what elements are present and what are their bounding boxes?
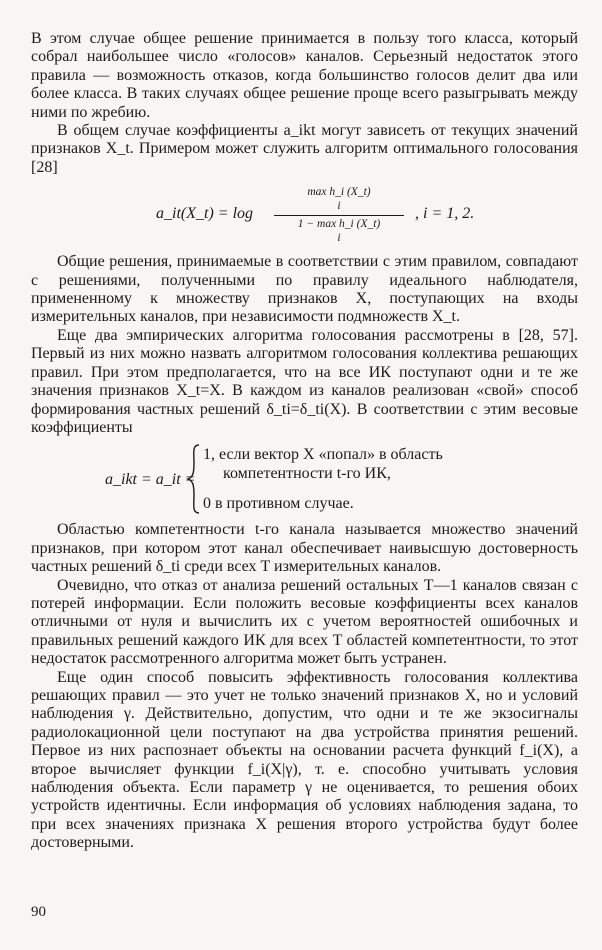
formula2-case-1 (203, 445, 443, 483)
paragraph-7: Еще один способ повысить эффективность голосования коллектива решающих правил — это учет не только значений признаков X, но и условий наблюдения γ. Действительно, допустим, что одни и те же экзосигналы радиолокационной цели поступают на два устройства принятия решений. Первое из них распознает объекты на основании расчета функций f_i(X), а второе вычисляет функции f_i(X|γ), т. е. способно учитывать условия наблюдения объекта. Если параметр γ не оценивается, то решения обоих устройств идентичны. Если информация об условиях наблюдения задана, то при всех значениях признака X решения второго устройства будут более достоверными. (31, 668, 578, 852)
formula1-denominator-sub: i (337, 232, 341, 245)
paragraph-4: Еще два эмпирических алгоритма голосования рассмотрены в [28, 57]. Первый из них можно назвать алгоритмом голосования коллектива решающих правил. При этом предполагается, что на все ИК поступают одни и те же значения признаков X_t=X. В каждом из каналов реализован «свой» способ формирования частных решений δ_ti=δ_ti(X). В соответствии с этим весовые коэффициенты (31, 326, 578, 436)
page-number: 90 (31, 904, 46, 920)
formula1-denominator: 1 − max h_i (X_t) (297, 218, 381, 231)
formula2-case-2: 0 в противном случае. (203, 495, 354, 513)
paragraph-5: Областью компетентности t-го канала называется множество значений признаков, при котором этот канал обеспечивает наивысшую достоверность частных решений δ_ti среди всех T измерительных каналов. (31, 521, 578, 576)
paragraph-6: Очевидно, что отказ от анализа решений остальных T—1 каналов связан с потерей информации. Если положить весовые коэффициенты всех каналов отличными от нуля и вычислить их с учетом вероятностей ошибочных и правильных решений каждого ИК для всех T областей компетентности, то этот недостаток рассмотренного алгоритма может быть устранен. (31, 576, 578, 668)
formula2-lhs: a_ikt = a_it = (105, 471, 196, 489)
formula1-rhs: , i = 1, 2. (415, 205, 475, 223)
curly-brace-icon (186, 443, 202, 515)
paragraph-3: Общие решения, принимаемые в соответствии с этим правилом, совпадают с решениями, полученными по правилу идеального наблюдателя, примененному к множеству признаков X, поступающих на входы измерительных каналов, при независимости подмножеств X_t. (31, 253, 578, 326)
paragraph-1: В этом случае общее решение принимается в пользу того класса, который собрал наибольшее число «голосов» каналов. Серьезный недостаток этого правила — возможность отказов, когда большинство голосов делит два или более класса. В таких случаях общее решение проще всего разыгрывать между ними по жребию. (31, 30, 578, 121)
paragraph-2: В общем случае коэффициенты a_ikt могут зависеть от текущих значений признаков X_t. Примером может служить алгоритм оптимального голосования [28] (31, 122, 578, 176)
formula2-case1-line1: 1, если вектор X «попал» в область (203, 446, 443, 464)
formula-optimal-voting (31, 185, 578, 243)
fraction-bar (274, 215, 404, 216)
formula1-fraction (274, 185, 404, 245)
formula1-numerator: max h_i (X_t) (307, 186, 371, 199)
formula2-case1-line2: компетентности t-го ИК, (223, 465, 391, 483)
formula1-lhs: a_it(X_t) = log (156, 205, 254, 223)
formula1-numerator-sub: i (337, 200, 341, 213)
formula-weight-cases (31, 443, 578, 515)
